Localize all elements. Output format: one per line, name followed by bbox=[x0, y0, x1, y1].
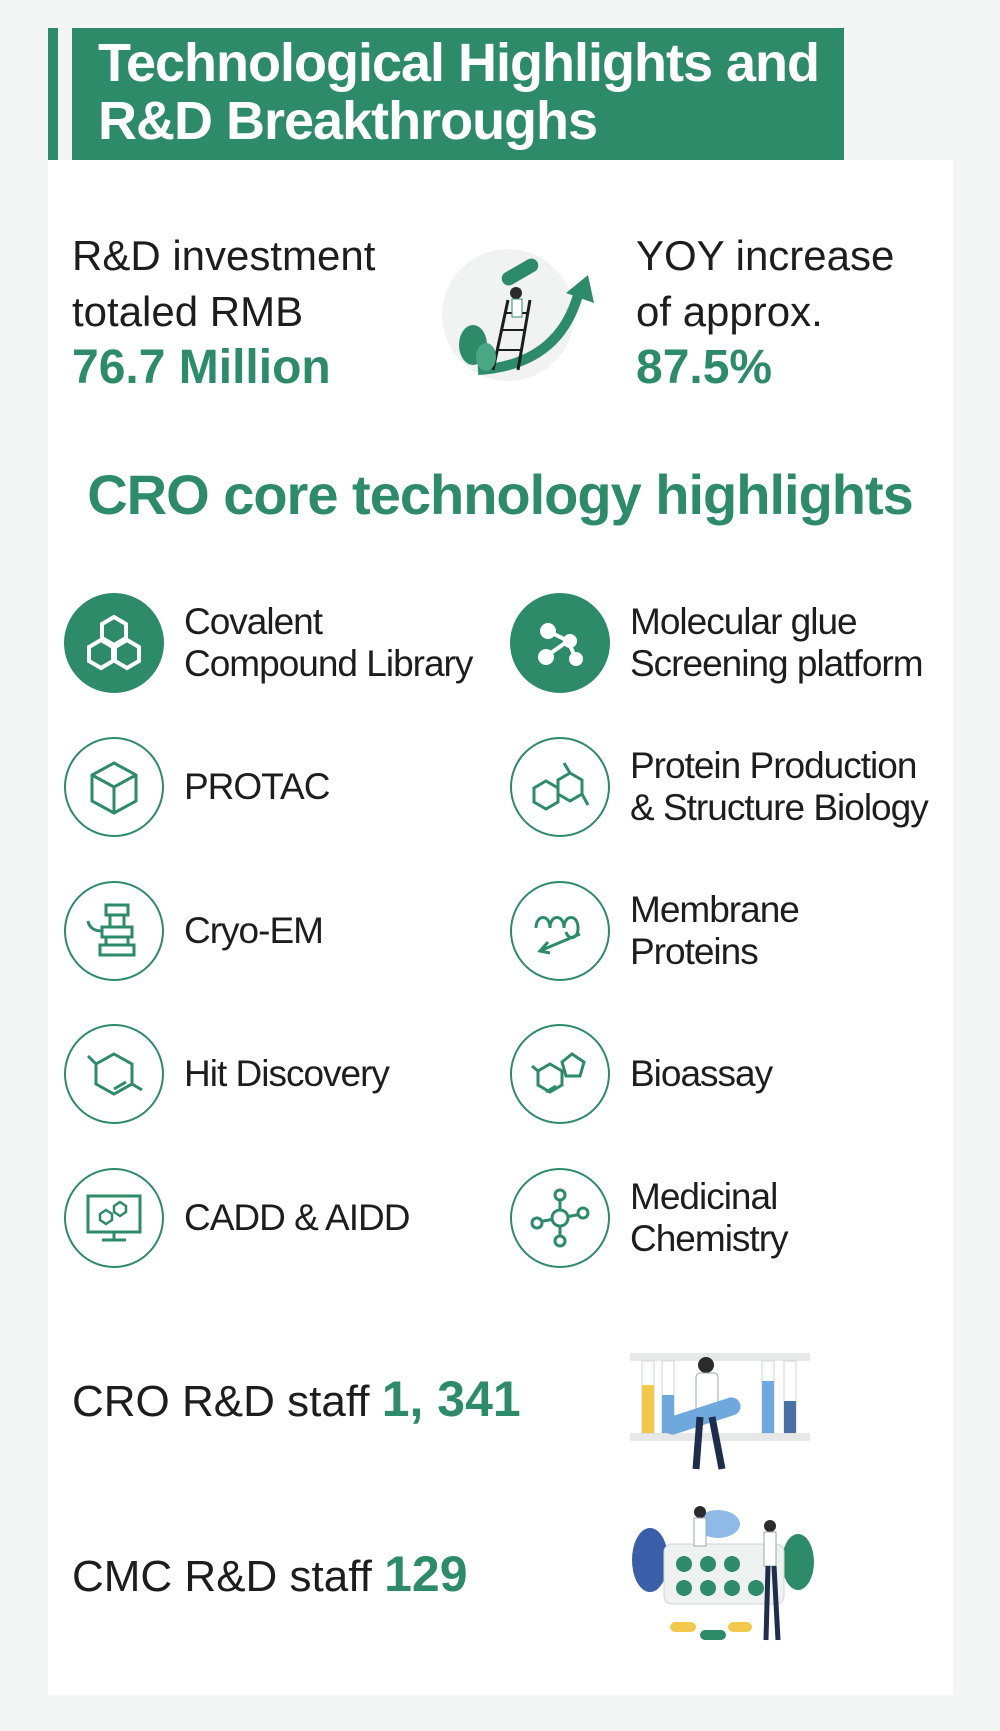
yoy-label-2: of approx. bbox=[636, 288, 823, 335]
network-nodes-icon bbox=[510, 1168, 610, 1268]
tech-cryo-em bbox=[64, 881, 323, 981]
tech-bioassay bbox=[510, 1024, 772, 1124]
page-title bbox=[98, 34, 819, 150]
cmc-staff bbox=[72, 1545, 468, 1603]
cro-staff bbox=[72, 1370, 521, 1428]
section-title: CRO core technology highlights bbox=[87, 463, 913, 526]
ladder-growth-illustration bbox=[438, 245, 598, 390]
investment-stat bbox=[72, 228, 375, 396]
tech-label-line-1: Bioassay bbox=[630, 1053, 773, 1094]
tech-label-line-2: Compound Library bbox=[184, 643, 473, 684]
yoy-label-1: YOY increase bbox=[636, 232, 895, 279]
cmc-staff-label: CMC R&D staff bbox=[72, 1552, 385, 1601]
title-banner bbox=[72, 28, 844, 160]
pill-scientists-illustration bbox=[620, 1500, 820, 1650]
yoy-stat bbox=[636, 228, 894, 396]
molecule-nodes-icon bbox=[510, 593, 610, 693]
cmc-staff-value: 129 bbox=[384, 1546, 468, 1602]
tech-label-line-2: Chemistry bbox=[630, 1218, 788, 1259]
hexagon-cluster-icon bbox=[64, 593, 164, 693]
title-accent-bar bbox=[48, 28, 58, 160]
tech-label-line-2: Proteins bbox=[630, 931, 758, 972]
computer-molecule-icon bbox=[64, 1168, 164, 1268]
tech-label-line-1: PROTAC bbox=[184, 766, 330, 807]
microscope-icon bbox=[64, 881, 164, 981]
lab-scientist-illustration bbox=[628, 1345, 814, 1475]
benzene-ring-icon bbox=[64, 1024, 164, 1124]
tech-label-line-1: Membrane bbox=[630, 889, 799, 930]
tech-membrane-proteins bbox=[510, 881, 799, 981]
title-line-2: R&D Breakthroughs bbox=[98, 91, 598, 151]
cro-staff-label: CRO R&D staff bbox=[72, 1377, 382, 1426]
cube-icon bbox=[64, 737, 164, 837]
tech-protein-production bbox=[510, 737, 928, 837]
investment-value: 76.7 Million bbox=[72, 341, 331, 394]
tech-label-line-1: CADD & AIDD bbox=[184, 1197, 410, 1238]
tech-label-line-2: Screening platform bbox=[630, 643, 923, 684]
helix-icon bbox=[510, 881, 610, 981]
tech-cadd-aidd bbox=[64, 1168, 409, 1268]
title-line-1: Technological Highlights and bbox=[98, 33, 820, 93]
tech-label-line-1: Molecular glue bbox=[630, 601, 857, 642]
tech-label-line-1: Protein Production bbox=[630, 745, 917, 786]
yoy-value: 87.5% bbox=[636, 341, 773, 394]
tech-label-line-1: Covalent bbox=[184, 601, 323, 642]
investment-label-1: R&D investment bbox=[72, 232, 376, 279]
investment-label-2: totaled RMB bbox=[72, 288, 304, 335]
tech-label-line-1: Medicinal bbox=[630, 1176, 778, 1217]
tech-hit-discovery bbox=[64, 1024, 389, 1124]
tech-medicinal-chemistry bbox=[510, 1168, 788, 1268]
fused-rings-icon bbox=[510, 1024, 610, 1124]
ring-structure-icon bbox=[510, 737, 610, 837]
tech-covalent-compound-library bbox=[64, 593, 472, 693]
tech-label-line-2: & Structure Biology bbox=[630, 787, 928, 828]
tech-molecular-glue bbox=[510, 593, 923, 693]
tech-protac bbox=[64, 737, 329, 837]
tech-label-line-1: Cryo-EM bbox=[184, 910, 323, 951]
tech-label-line-1: Hit Discovery bbox=[184, 1053, 389, 1094]
cro-staff-value: 1, 341 bbox=[381, 1371, 521, 1427]
